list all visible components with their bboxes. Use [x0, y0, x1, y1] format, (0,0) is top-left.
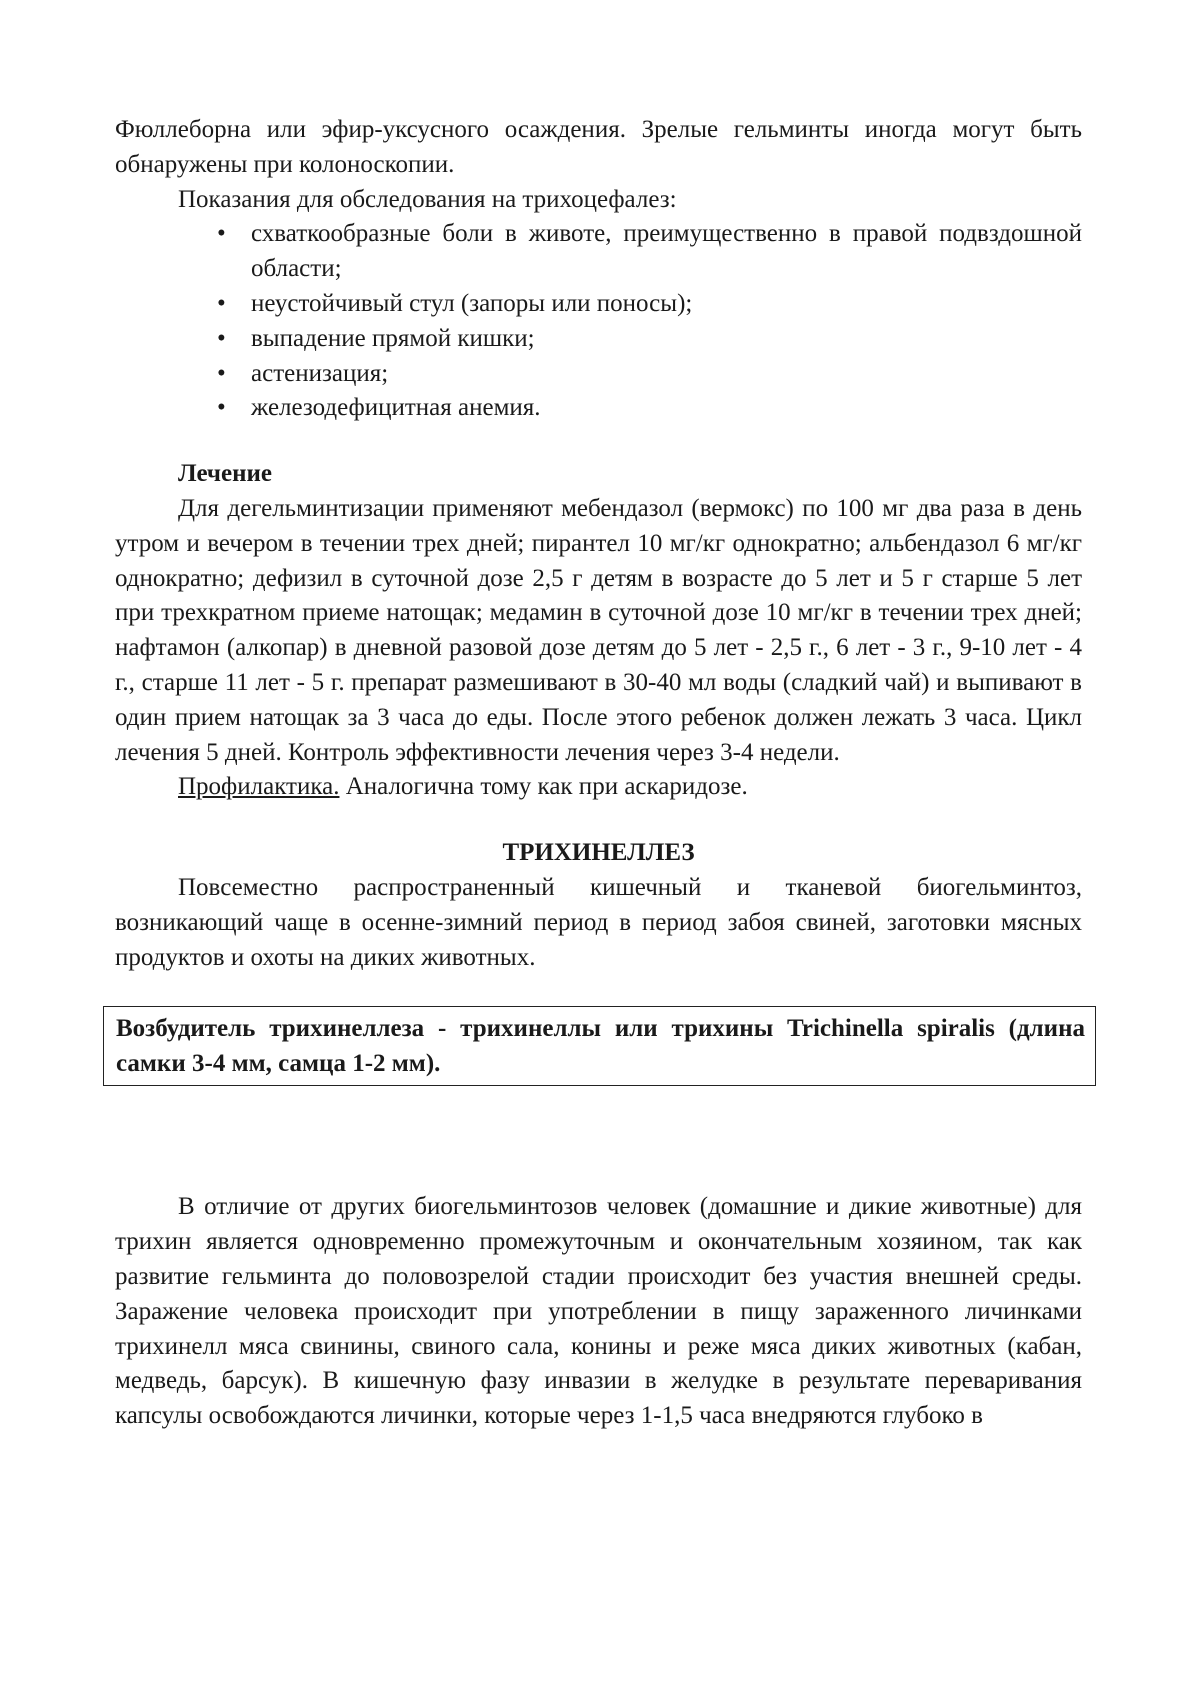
prophylaxis-label: Профилактика. [178, 773, 340, 801]
list-item: • железодефицитная анемия. [251, 391, 1082, 426]
section-title: ТРИХИНЕЛЛЕЗ [502, 839, 695, 867]
treatment-heading: Лечение [178, 460, 273, 488]
indications-list [115, 217, 1082, 426]
spacer [115, 1086, 1082, 1190]
intro-paragraph: Фюллеборна или эфир-уксусного осаждения. Зрелые гельминты иногда могут быть обнаружены при колоноскопии. [115, 116, 1082, 178]
spacer [115, 805, 1082, 836]
treatment-paragraph: Для дегельминтизации применяют мебендазол (вермокс) по 100 мг два раза в день утром и вечером в течении трех дней; пирантел 10 мг/кг однократно; альбендазол 6 мг/кг однократно; дефизил в суточной дозе 2,5 г детям в возрасте до 5 лет и 5 г старше 5 лет при трехкратном приеме натощак; медамин в суточной дозе 10 мг/кг в течении трех дней; нафтамон (алкопар) в дневной разовой дозе детям до 5 лет - 2,5 г., 6 лет - 3 г., 9-10 лет - 4 г., старше 11 лет - 5 г. препарат размешивают в 30-40 мл воды (сладкий чай) и выпивают в один прием натощак за 3 часа до еды. После этого ребенок должен лежать 3 часа. Цикл лечения 5 дней. Контроль эффективности лечения через 3-4 недели. [115, 494, 1082, 766]
section-body-paragraph: В отличие от других биогельминтозов человек (домашние и дикие животные) для трихин является одновременно промежуточным и окончательным хозяином, так как развитие гельминта до половозрелой стадии происходит без участия внешней среды. Заражение человека происходит при употреблении в пищу зараженного личинками трихинелл мяса свинины, свиного сала, конины и реже мяса диких животных (кабан, медведь, барсук). В кишечную фазу инвазии в желудке в результате переваривания капсулы освобождаются личинки, которые через 1-1,5 часа внедряются глубоко в [115, 1193, 1082, 1430]
pathogen-box: Возбудитель трихинеллеза - трихинеллы или трихины Trichinella spiralis (длина самки 3-4 мм, самца 1-2 мм). [103, 1006, 1096, 1086]
spacer [115, 975, 1082, 1006]
list-item: • выпадение прямой кишки; [251, 322, 1082, 357]
page-content [115, 113, 1085, 1434]
prophylaxis-line [115, 770, 1082, 805]
list-item: • неустойчивый стул (запоры или поносы); [251, 287, 1082, 322]
list-item: • схваткообразные боли в животе, преимущественно в правой подвздошной области; [251, 217, 1082, 287]
section-intro-paragraph: Повсеместно распространенный кишечный и тканевой биогельминтоз, возникающий чаще в осенне-зимний период в период забоя свиней, заготовки мясных продуктов и охоты на диких животных. [115, 873, 1082, 971]
list-item: • астенизация; [251, 357, 1082, 392]
spacer [115, 426, 1082, 457]
prophylaxis-text: Аналогична тому как при аскаридозе. [339, 773, 748, 801]
indications-heading: Показания для обследования на трихоцефалез: [178, 185, 677, 213]
